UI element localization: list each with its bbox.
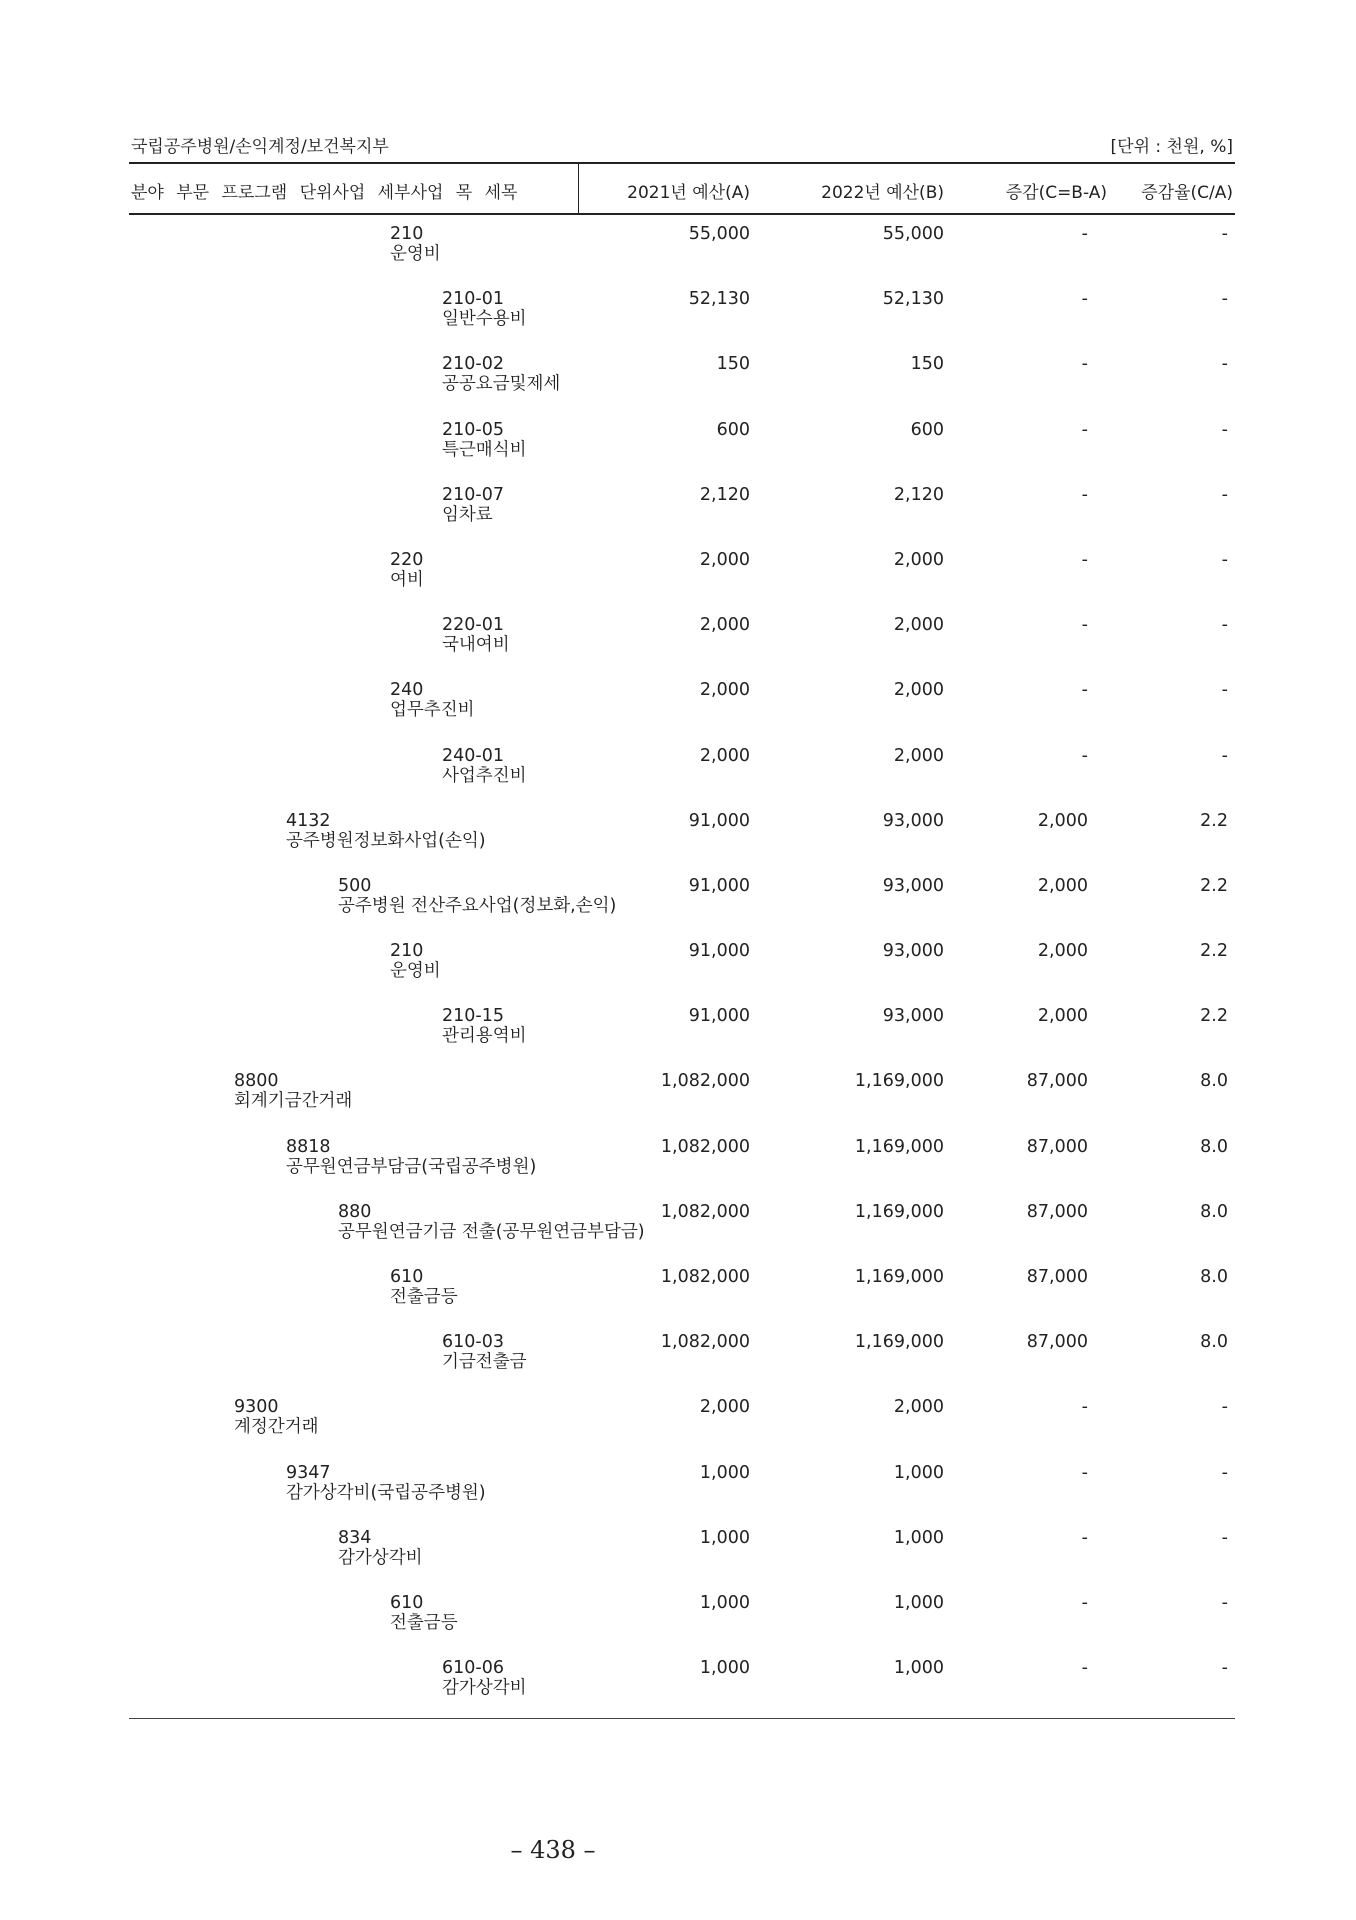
budget-2022-value: 93,000 bbox=[882, 810, 944, 831]
change-value: 2,000 bbox=[1037, 941, 1088, 962]
item-code: 210 bbox=[390, 941, 424, 962]
change-rate-value: 8.0 bbox=[1200, 1201, 1228, 1222]
header-change-rate: 증감율(C/A) bbox=[1141, 183, 1233, 203]
change-rate-value: - bbox=[1221, 484, 1228, 505]
budget-2021-value: 1,000 bbox=[699, 1462, 750, 1483]
budget-2021-value: 2,000 bbox=[699, 680, 750, 701]
change-value: 87,000 bbox=[1026, 1136, 1088, 1157]
table-header bbox=[129, 164, 1235, 214]
item-name: 공주병원정보화사업(손익) bbox=[286, 830, 486, 851]
table-row bbox=[129, 1658, 1235, 1723]
change-value: - bbox=[1081, 289, 1088, 310]
unit-label: [단위 : 천원, %] bbox=[1110, 137, 1233, 157]
table-row bbox=[129, 876, 1235, 941]
change-value: 2,000 bbox=[1037, 1006, 1088, 1027]
budget-2021-value: 2,000 bbox=[699, 1397, 750, 1418]
table-row bbox=[129, 1332, 1235, 1397]
budget-2021-value: 1,082,000 bbox=[660, 1267, 750, 1287]
table-row bbox=[129, 1006, 1235, 1071]
budget-2021-value: 2,000 bbox=[699, 615, 750, 636]
table-row bbox=[129, 746, 1235, 811]
item-name: 공주병원 전산주요사업(정보화,손익) bbox=[338, 895, 617, 916]
item-code: 610-03 bbox=[442, 1332, 504, 1353]
item-code: 4132 bbox=[286, 810, 331, 831]
table-row bbox=[129, 941, 1235, 1006]
budget-2022-value: 1,000 bbox=[893, 1462, 944, 1483]
item-name: 운영비 bbox=[390, 961, 441, 982]
change-value: - bbox=[1081, 680, 1088, 701]
item-name: 특근매식비 bbox=[442, 439, 527, 460]
item-code: 210-15 bbox=[442, 1006, 504, 1027]
change-value: - bbox=[1081, 1527, 1088, 1548]
item-code: 210-02 bbox=[442, 354, 504, 375]
item-code: 220-01 bbox=[442, 615, 504, 636]
budget-2021-value: 2,000 bbox=[699, 549, 750, 570]
table-row bbox=[129, 550, 1235, 615]
budget-2021-value: 150 bbox=[716, 354, 750, 375]
change-rate-value: - bbox=[1221, 354, 1228, 375]
budget-2022-value: 93,000 bbox=[882, 875, 944, 896]
budget-2021-value: 55,000 bbox=[688, 224, 750, 244]
change-value: 2,000 bbox=[1037, 875, 1088, 896]
change-rate-value: - bbox=[1221, 419, 1228, 440]
item-name: 업무추진비 bbox=[390, 700, 475, 721]
budget-2022-value: 1,169,000 bbox=[854, 1071, 944, 1092]
change-value: - bbox=[1081, 419, 1088, 440]
budget-2021-value: 600 bbox=[716, 419, 750, 440]
table-body bbox=[129, 224, 1235, 1723]
change-rate-value: - bbox=[1221, 1658, 1228, 1679]
item-name: 관리용역비 bbox=[442, 1026, 527, 1047]
change-value: - bbox=[1081, 1462, 1088, 1483]
budget-2021-value: 91,000 bbox=[688, 810, 750, 831]
item-code: 610-06 bbox=[442, 1658, 504, 1679]
item-name: 감가상각비(국립공주병원) bbox=[286, 1482, 486, 1503]
item-name: 기금전출금 bbox=[442, 1352, 527, 1373]
item-code: 8800 bbox=[234, 1071, 279, 1092]
change-rate-value: 2.2 bbox=[1200, 810, 1228, 831]
table-header-rule bbox=[129, 213, 1235, 215]
change-value: 87,000 bbox=[1026, 1267, 1088, 1287]
budget-2022-value: 2,120 bbox=[893, 484, 944, 505]
budget-2021-value: 52,130 bbox=[688, 289, 750, 310]
item-code: 240 bbox=[390, 680, 424, 701]
item-code: 610 bbox=[390, 1592, 424, 1613]
budget-2022-value: 600 bbox=[910, 419, 944, 440]
change-rate-value: 8.0 bbox=[1200, 1267, 1228, 1287]
budget-2022-value: 93,000 bbox=[882, 941, 944, 962]
item-name: 임차료 bbox=[442, 504, 493, 525]
item-name: 전출금등 bbox=[390, 1287, 458, 1307]
budget-2022-value: 93,000 bbox=[882, 1006, 944, 1027]
change-value: 87,000 bbox=[1026, 1201, 1088, 1222]
budget-2022-value: 2,000 bbox=[893, 549, 944, 570]
budget-2021-value: 91,000 bbox=[688, 941, 750, 962]
table-bottom-rule bbox=[129, 1718, 1235, 1719]
item-name: 공무원연금기금 전출(공무원연금부담금) bbox=[338, 1221, 645, 1242]
item-name: 운영비 bbox=[390, 244, 441, 264]
change-rate-value: 8.0 bbox=[1200, 1071, 1228, 1092]
change-value: - bbox=[1081, 1658, 1088, 1679]
item-code: 240-01 bbox=[442, 745, 504, 766]
budget-2021-value: 1,000 bbox=[699, 1592, 750, 1613]
table-row bbox=[129, 811, 1235, 876]
change-rate-value: - bbox=[1221, 745, 1228, 766]
change-rate-value: - bbox=[1221, 1592, 1228, 1613]
change-rate-value: - bbox=[1221, 1462, 1228, 1483]
item-name: 감가상각비 bbox=[338, 1547, 423, 1568]
change-value: - bbox=[1081, 745, 1088, 766]
table-row bbox=[129, 485, 1235, 550]
budget-2021-value: 1,082,000 bbox=[660, 1136, 750, 1157]
table-source-label: 국립공주병원/손익계정/보건복지부 bbox=[131, 137, 389, 157]
header-divider bbox=[578, 164, 579, 214]
table-row bbox=[129, 1071, 1235, 1136]
budget-2021-value: 1,082,000 bbox=[660, 1201, 750, 1222]
table-row bbox=[129, 1593, 1235, 1658]
change-rate-value: - bbox=[1221, 615, 1228, 636]
header-hierarchy: 분야 부문 프로그램 단위사업 세부사업 목 세목 bbox=[131, 183, 518, 203]
item-name: 사업추진비 bbox=[442, 765, 527, 786]
change-value: - bbox=[1081, 549, 1088, 570]
item-code: 210 bbox=[390, 224, 424, 244]
table-caption bbox=[129, 132, 1235, 156]
item-name: 계정간거래 bbox=[234, 1417, 319, 1438]
change-rate-value: 2.2 bbox=[1200, 875, 1228, 896]
budget-2022-value: 1,000 bbox=[893, 1527, 944, 1548]
item-name: 일반수용비 bbox=[442, 309, 527, 330]
item-name: 회계기금간거래 bbox=[234, 1091, 353, 1112]
change-rate-value: - bbox=[1221, 680, 1228, 701]
change-value: - bbox=[1081, 1397, 1088, 1418]
table-row bbox=[129, 1267, 1235, 1332]
budget-2021-value: 1,000 bbox=[699, 1658, 750, 1679]
header-budget-2021: 2021년 예산(A) bbox=[627, 183, 750, 203]
change-rate-value: 2.2 bbox=[1200, 941, 1228, 962]
change-rate-value: - bbox=[1221, 289, 1228, 310]
item-code: 9300 bbox=[234, 1397, 279, 1418]
item-code: 220 bbox=[390, 549, 424, 570]
header-budget-2022: 2022년 예산(B) bbox=[821, 183, 944, 203]
budget-2022-value: 1,000 bbox=[893, 1592, 944, 1613]
budget-2022-value: 2,000 bbox=[893, 1397, 944, 1418]
item-name: 공공요금및제세 bbox=[442, 374, 561, 395]
change-value: - bbox=[1081, 615, 1088, 636]
budget-2022-value: 1,169,000 bbox=[854, 1267, 944, 1287]
table-row bbox=[129, 1397, 1235, 1462]
item-code: 500 bbox=[338, 875, 372, 896]
item-code: 9347 bbox=[286, 1462, 331, 1483]
item-code: 880 bbox=[338, 1201, 372, 1222]
table-row bbox=[129, 680, 1235, 745]
table-row bbox=[129, 1528, 1235, 1593]
item-name: 공무원연금부담금(국립공주병원) bbox=[286, 1156, 537, 1177]
item-name: 여비 bbox=[390, 569, 424, 590]
budget-2021-value: 2,120 bbox=[699, 484, 750, 505]
change-value: 2,000 bbox=[1037, 810, 1088, 831]
change-value: - bbox=[1081, 1592, 1088, 1613]
table-row bbox=[129, 354, 1235, 419]
table-row bbox=[129, 1463, 1235, 1528]
item-code: 210-07 bbox=[442, 484, 504, 505]
budget-2022-value: 1,169,000 bbox=[854, 1201, 944, 1222]
item-code: 210-05 bbox=[442, 419, 504, 440]
change-value: 87,000 bbox=[1026, 1332, 1088, 1353]
budget-2022-value: 2,000 bbox=[893, 680, 944, 701]
item-code: 210-01 bbox=[442, 289, 504, 310]
change-value: - bbox=[1081, 224, 1088, 244]
budget-2022-value: 2,000 bbox=[893, 745, 944, 766]
budget-2022-value: 150 bbox=[910, 354, 944, 375]
table-row bbox=[129, 1137, 1235, 1202]
budget-2021-value: 1,000 bbox=[699, 1527, 750, 1548]
change-rate-value: - bbox=[1221, 224, 1228, 244]
item-code: 8818 bbox=[286, 1136, 331, 1157]
budget-2022-value: 52,130 bbox=[882, 289, 944, 310]
budget-2022-value: 1,000 bbox=[893, 1658, 944, 1679]
budget-2021-value: 1,082,000 bbox=[660, 1332, 750, 1353]
table-row bbox=[129, 289, 1235, 354]
item-name: 국내여비 bbox=[442, 635, 510, 656]
change-rate-value: 8.0 bbox=[1200, 1332, 1228, 1353]
change-rate-value: 8.0 bbox=[1200, 1136, 1228, 1157]
change-rate-value: - bbox=[1221, 1527, 1228, 1548]
budget-2021-value: 91,000 bbox=[688, 875, 750, 896]
budget-2022-value: 2,000 bbox=[893, 615, 944, 636]
budget-2021-value: 1,082,000 bbox=[660, 1071, 750, 1092]
table-row bbox=[129, 224, 1235, 289]
change-rate-value: - bbox=[1221, 1397, 1228, 1418]
page-number: – 438 – bbox=[510, 1836, 596, 1864]
table-row bbox=[129, 1202, 1235, 1267]
header-change: 증감(C=B-A) bbox=[1005, 183, 1107, 203]
budget-2021-value: 91,000 bbox=[688, 1006, 750, 1027]
change-value: - bbox=[1081, 484, 1088, 505]
table-row bbox=[129, 420, 1235, 485]
item-name: 전출금등 bbox=[390, 1612, 458, 1633]
change-value: 87,000 bbox=[1026, 1071, 1088, 1092]
table-row bbox=[129, 615, 1235, 680]
item-name: 감가상각비 bbox=[442, 1678, 527, 1699]
change-rate-value: 2.2 bbox=[1200, 1006, 1228, 1027]
change-rate-value: - bbox=[1221, 549, 1228, 570]
change-value: - bbox=[1081, 354, 1088, 375]
budget-2021-value: 2,000 bbox=[699, 745, 750, 766]
budget-2022-value: 55,000 bbox=[882, 224, 944, 244]
item-code: 610 bbox=[390, 1267, 424, 1287]
budget-2022-value: 1,169,000 bbox=[854, 1332, 944, 1353]
item-code: 834 bbox=[338, 1527, 372, 1548]
budget-2022-value: 1,169,000 bbox=[854, 1136, 944, 1157]
